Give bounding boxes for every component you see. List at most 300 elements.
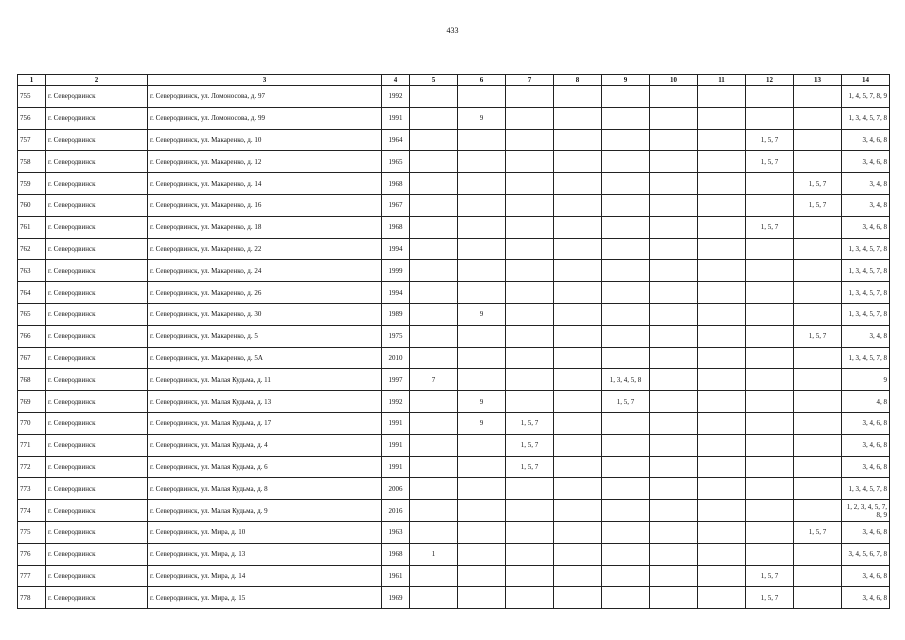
col-13-cell (794, 478, 842, 500)
col-6-cell (458, 587, 506, 609)
col-8-cell (554, 347, 602, 369)
page-number: 433 (446, 26, 459, 35)
address-cell: г. Северодвинск, ул. Макаренко, д. 16 (148, 194, 382, 216)
col-7-cell (506, 173, 554, 195)
col-9-cell (602, 325, 650, 347)
col-5-cell (410, 194, 458, 216)
col-8-cell (554, 456, 602, 478)
table-row (18, 325, 890, 347)
col-10-cell (650, 216, 698, 238)
row-number-cell: 760 (18, 194, 46, 216)
settlement-cell: г. Северодвинск (46, 325, 148, 347)
col-14-cell: 3, 4, 6, 8 (842, 587, 890, 609)
col-7-cell (506, 565, 554, 587)
row-number-cell: 766 (18, 325, 46, 347)
year-cell: 1991 (382, 412, 410, 434)
col-14-cell: 3, 4, 8 (842, 173, 890, 195)
col-9-cell (602, 260, 650, 282)
col-11-cell (698, 565, 746, 587)
row-number-cell: 775 (18, 521, 46, 543)
col-10-cell (650, 86, 698, 108)
row-number-cell: 761 (18, 216, 46, 238)
col-12-cell (746, 173, 794, 195)
settlement-cell: г. Северодвинск (46, 543, 148, 565)
col-10-cell (650, 391, 698, 413)
table-row (18, 194, 890, 216)
column-header: 2 (46, 75, 148, 86)
col-11-cell (698, 325, 746, 347)
col-5-cell (410, 521, 458, 543)
col-9-cell (602, 173, 650, 195)
col-12-cell (746, 107, 794, 129)
col-13-cell: 1, 5, 7 (794, 194, 842, 216)
col-7-cell: 1, 5, 7 (506, 412, 554, 434)
col-8-cell (554, 434, 602, 456)
col-9-cell (602, 282, 650, 304)
col-6-cell (458, 151, 506, 173)
settlement-cell: г. Северодвинск (46, 173, 148, 195)
col-13-cell (794, 369, 842, 391)
col-10-cell (650, 238, 698, 260)
col-8-cell (554, 500, 602, 522)
col-14-cell: 3, 4, 8 (842, 194, 890, 216)
col-10-cell (650, 500, 698, 522)
col-13-cell (794, 216, 842, 238)
col-12-cell (746, 500, 794, 522)
col-10-cell (650, 412, 698, 434)
col-10-cell (650, 521, 698, 543)
row-number-cell: 777 (18, 565, 46, 587)
col-8-cell (554, 565, 602, 587)
table-row (18, 151, 890, 173)
year-cell: 1991 (382, 434, 410, 456)
col-11-cell (698, 151, 746, 173)
col-14-cell: 3, 4, 6, 8 (842, 565, 890, 587)
col-12-cell (746, 391, 794, 413)
table-body (18, 86, 890, 609)
col-10-cell (650, 543, 698, 565)
col-7-cell (506, 369, 554, 391)
col-9-cell (602, 412, 650, 434)
column-header: 10 (650, 75, 698, 86)
col-7-cell (506, 325, 554, 347)
col-6-cell (458, 543, 506, 565)
col-5-cell: 1 (410, 543, 458, 565)
col-5-cell (410, 412, 458, 434)
col-11-cell (698, 347, 746, 369)
col-14-cell: 1, 2, 3, 4, 5, 7, 8, 9 (842, 500, 890, 522)
col-7-cell (506, 347, 554, 369)
col-5-cell (410, 173, 458, 195)
address-cell: г. Северодвинск, ул. Малая Кудьма, д. 6 (148, 456, 382, 478)
col-8-cell (554, 129, 602, 151)
col-14-cell: 3, 4, 6, 8 (842, 216, 890, 238)
row-number-cell: 763 (18, 260, 46, 282)
col-9-cell (602, 543, 650, 565)
col-14-cell: 3, 4, 6, 8 (842, 456, 890, 478)
address-cell: г. Северодвинск, ул. Мира, д. 14 (148, 565, 382, 587)
settlement-cell: г. Северодвинск (46, 129, 148, 151)
col-6-cell (458, 86, 506, 108)
col-12-cell: 1, 5, 7 (746, 565, 794, 587)
col-5-cell (410, 86, 458, 108)
table-row (18, 391, 890, 413)
settlement-cell: г. Северодвинск (46, 282, 148, 304)
row-number-cell: 767 (18, 347, 46, 369)
year-cell: 1968 (382, 173, 410, 195)
col-5-cell (410, 129, 458, 151)
col-10-cell (650, 151, 698, 173)
settlement-cell: г. Северодвинск (46, 500, 148, 522)
col-12-cell (746, 456, 794, 478)
column-header: 13 (794, 75, 842, 86)
address-cell: г. Северодвинск, ул. Малая Кудьма, д. 4 (148, 434, 382, 456)
col-9-cell (602, 238, 650, 260)
table-row (18, 107, 890, 129)
col-7-cell (506, 587, 554, 609)
year-cell: 1991 (382, 456, 410, 478)
col-14-cell: 1, 3, 4, 5, 7, 8 (842, 260, 890, 282)
col-14-cell: 1, 3, 4, 5, 7, 8 (842, 107, 890, 129)
col-11-cell (698, 500, 746, 522)
col-6-cell (458, 478, 506, 500)
col-10-cell (650, 173, 698, 195)
column-header: 3 (148, 75, 382, 86)
col-11-cell (698, 238, 746, 260)
col-7-cell (506, 107, 554, 129)
col-13-cell (794, 500, 842, 522)
table-row (18, 412, 890, 434)
address-cell: г. Северодвинск, ул. Мира, д. 13 (148, 543, 382, 565)
table-row (18, 347, 890, 369)
column-header: 9 (602, 75, 650, 86)
col-8-cell (554, 107, 602, 129)
table-row (18, 260, 890, 282)
col-10-cell (650, 194, 698, 216)
col-6-cell (458, 369, 506, 391)
col-6-cell: 9 (458, 412, 506, 434)
col-7-cell (506, 543, 554, 565)
col-8-cell (554, 303, 602, 325)
col-13-cell (794, 238, 842, 260)
col-12-cell (746, 369, 794, 391)
col-5-cell (410, 107, 458, 129)
col-8-cell (554, 478, 602, 500)
col-13-cell: 1, 5, 7 (794, 173, 842, 195)
col-11-cell (698, 543, 746, 565)
col-9-cell (602, 151, 650, 173)
col-6-cell (458, 129, 506, 151)
col-8-cell (554, 173, 602, 195)
col-13-cell: 1, 5, 7 (794, 521, 842, 543)
table-row (18, 587, 890, 609)
col-7-cell (506, 500, 554, 522)
row-number-cell: 774 (18, 500, 46, 522)
col-12-cell: 1, 5, 7 (746, 151, 794, 173)
col-9-cell (602, 521, 650, 543)
address-cell: г. Северодвинск, ул. Макаренко, д. 12 (148, 151, 382, 173)
col-5-cell (410, 325, 458, 347)
col-13-cell (794, 434, 842, 456)
col-12-cell (746, 412, 794, 434)
col-8-cell (554, 369, 602, 391)
row-number-cell: 776 (18, 543, 46, 565)
col-8-cell (554, 238, 602, 260)
table-row (18, 303, 890, 325)
header-row (18, 75, 890, 86)
col-8-cell (554, 391, 602, 413)
col-9-cell (602, 107, 650, 129)
col-6-cell (458, 500, 506, 522)
col-10-cell (650, 325, 698, 347)
table-row (18, 500, 890, 522)
col-9-cell (602, 86, 650, 108)
col-7-cell (506, 194, 554, 216)
col-7-cell (506, 151, 554, 173)
col-11-cell (698, 86, 746, 108)
settlement-cell: г. Северодвинск (46, 151, 148, 173)
col-7-cell (506, 303, 554, 325)
col-7-cell (506, 238, 554, 260)
col-5-cell (410, 282, 458, 304)
col-6-cell (458, 238, 506, 260)
col-7-cell (506, 86, 554, 108)
settlement-cell: г. Северодвинск (46, 587, 148, 609)
settlement-cell: г. Северодвинск (46, 216, 148, 238)
col-14-cell: 1, 3, 4, 5, 7, 8 (842, 478, 890, 500)
col-11-cell (698, 303, 746, 325)
col-12-cell (746, 325, 794, 347)
col-13-cell (794, 86, 842, 108)
year-cell: 1992 (382, 86, 410, 108)
col-13-cell (794, 565, 842, 587)
col-7-cell (506, 216, 554, 238)
col-5-cell (410, 238, 458, 260)
col-13-cell (794, 543, 842, 565)
col-10-cell (650, 107, 698, 129)
settlement-cell: г. Северодвинск (46, 478, 148, 500)
col-6-cell (458, 260, 506, 282)
col-8-cell (554, 587, 602, 609)
col-13-cell (794, 107, 842, 129)
col-5-cell (410, 587, 458, 609)
col-8-cell (554, 325, 602, 347)
col-8-cell (554, 194, 602, 216)
settlement-cell: г. Северодвинск (46, 391, 148, 413)
col-6-cell: 9 (458, 303, 506, 325)
col-5-cell (410, 565, 458, 587)
year-cell: 1968 (382, 543, 410, 565)
col-6-cell: 9 (458, 391, 506, 413)
year-cell: 1968 (382, 216, 410, 238)
col-14-cell: 3, 4, 8 (842, 325, 890, 347)
col-11-cell (698, 369, 746, 391)
row-number-cell: 765 (18, 303, 46, 325)
col-14-cell: 1, 3, 4, 5, 7, 8 (842, 347, 890, 369)
address-cell: г. Северодвинск, ул. Мира, д. 10 (148, 521, 382, 543)
table-row (18, 478, 890, 500)
table-row (18, 456, 890, 478)
col-6-cell (458, 194, 506, 216)
row-number-cell: 755 (18, 86, 46, 108)
col-7-cell (506, 391, 554, 413)
address-cell: г. Северодвинск, ул. Макаренко, д. 5 (148, 325, 382, 347)
year-cell: 2010 (382, 347, 410, 369)
col-12-cell (746, 347, 794, 369)
settlement-cell: г. Северодвинск (46, 194, 148, 216)
col-10-cell (650, 303, 698, 325)
col-5-cell (410, 216, 458, 238)
col-6-cell (458, 456, 506, 478)
col-6-cell (458, 282, 506, 304)
col-10-cell (650, 347, 698, 369)
address-cell: г. Северодвинск, ул. Мира, д. 15 (148, 587, 382, 609)
col-8-cell (554, 282, 602, 304)
settlement-cell: г. Северодвинск (46, 303, 148, 325)
col-12-cell (746, 434, 794, 456)
col-12-cell (746, 521, 794, 543)
col-7-cell (506, 129, 554, 151)
row-number-cell: 756 (18, 107, 46, 129)
column-header: 11 (698, 75, 746, 86)
col-6-cell (458, 216, 506, 238)
year-cell: 1994 (382, 282, 410, 304)
col-13-cell (794, 347, 842, 369)
col-9-cell (602, 478, 650, 500)
row-number-cell: 770 (18, 412, 46, 434)
col-11-cell (698, 521, 746, 543)
table-row (18, 129, 890, 151)
col-14-cell: 4, 8 (842, 391, 890, 413)
col-5-cell (410, 303, 458, 325)
col-14-cell: 3, 4, 6, 8 (842, 521, 890, 543)
col-5-cell (410, 391, 458, 413)
row-number-cell: 769 (18, 391, 46, 413)
col-9-cell (602, 347, 650, 369)
col-12-cell: 1, 5, 7 (746, 129, 794, 151)
col-12-cell (746, 194, 794, 216)
col-9-cell (602, 434, 650, 456)
table-row (18, 282, 890, 304)
col-12-cell (746, 86, 794, 108)
row-number-cell: 762 (18, 238, 46, 260)
col-9-cell (602, 129, 650, 151)
col-6-cell: 9 (458, 107, 506, 129)
column-header: 8 (554, 75, 602, 86)
address-cell: г. Северодвинск, ул. Малая Кудьма, д. 13 (148, 391, 382, 413)
col-5-cell (410, 500, 458, 522)
col-14-cell: 3, 4, 6, 8 (842, 434, 890, 456)
col-5-cell (410, 478, 458, 500)
col-9-cell: 1, 5, 7 (602, 391, 650, 413)
row-number-cell: 768 (18, 369, 46, 391)
address-cell: г. Северодвинск, ул. Макаренко, д. 5А (148, 347, 382, 369)
col-8-cell (554, 260, 602, 282)
col-11-cell (698, 107, 746, 129)
col-9-cell (602, 216, 650, 238)
col-11-cell (698, 173, 746, 195)
row-number-cell: 772 (18, 456, 46, 478)
col-11-cell (698, 412, 746, 434)
year-cell: 2016 (382, 500, 410, 522)
col-11-cell (698, 129, 746, 151)
col-11-cell (698, 587, 746, 609)
col-7-cell (506, 478, 554, 500)
year-cell: 1967 (382, 194, 410, 216)
row-number-cell: 759 (18, 173, 46, 195)
settlement-cell: г. Северодвинск (46, 369, 148, 391)
col-10-cell (650, 587, 698, 609)
col-11-cell (698, 216, 746, 238)
table-row (18, 369, 890, 391)
settlement-cell: г. Северодвинск (46, 260, 148, 282)
housing-register-table (17, 74, 890, 609)
address-cell: г. Северодвинск, ул. Макаренко, д. 10 (148, 129, 382, 151)
col-5-cell (410, 260, 458, 282)
col-14-cell: 3, 4, 6, 8 (842, 151, 890, 173)
col-12-cell (746, 260, 794, 282)
col-13-cell (794, 129, 842, 151)
year-cell: 1964 (382, 129, 410, 151)
col-10-cell (650, 129, 698, 151)
year-cell: 1994 (382, 238, 410, 260)
col-10-cell (650, 565, 698, 587)
address-cell: г. Северодвинск, ул. Малая Кудьма, д. 8 (148, 478, 382, 500)
col-12-cell (746, 303, 794, 325)
col-8-cell (554, 543, 602, 565)
col-10-cell (650, 478, 698, 500)
col-8-cell (554, 151, 602, 173)
col-14-cell: 1, 3, 4, 5, 7, 8 (842, 282, 890, 304)
row-number-cell: 771 (18, 434, 46, 456)
col-11-cell (698, 282, 746, 304)
col-7-cell (506, 521, 554, 543)
col-14-cell: 3, 4, 6, 8 (842, 412, 890, 434)
table-row (18, 173, 890, 195)
col-13-cell (794, 587, 842, 609)
col-13-cell (794, 303, 842, 325)
col-6-cell (458, 434, 506, 456)
column-header: 1 (18, 75, 46, 86)
column-header: 12 (746, 75, 794, 86)
col-13-cell (794, 260, 842, 282)
settlement-cell: г. Северодвинск (46, 86, 148, 108)
address-cell: г. Северодвинск, ул. Малая Кудьма, д. 9 (148, 500, 382, 522)
col-11-cell (698, 434, 746, 456)
col-10-cell (650, 369, 698, 391)
col-9-cell (602, 456, 650, 478)
col-8-cell (554, 521, 602, 543)
col-11-cell (698, 456, 746, 478)
col-6-cell (458, 325, 506, 347)
col-9-cell (602, 303, 650, 325)
col-11-cell (698, 194, 746, 216)
col-13-cell (794, 282, 842, 304)
col-13-cell (794, 151, 842, 173)
col-12-cell: 1, 5, 7 (746, 587, 794, 609)
settlement-cell: г. Северодвинск (46, 412, 148, 434)
col-6-cell (458, 347, 506, 369)
settlement-cell: г. Северодвинск (46, 107, 148, 129)
year-cell: 1991 (382, 107, 410, 129)
row-number-cell: 758 (18, 151, 46, 173)
table-row (18, 565, 890, 587)
col-5-cell (410, 151, 458, 173)
col-8-cell (554, 216, 602, 238)
table-row (18, 434, 890, 456)
col-14-cell: 9 (842, 369, 890, 391)
col-14-cell: 1, 3, 4, 5, 7, 8 (842, 303, 890, 325)
